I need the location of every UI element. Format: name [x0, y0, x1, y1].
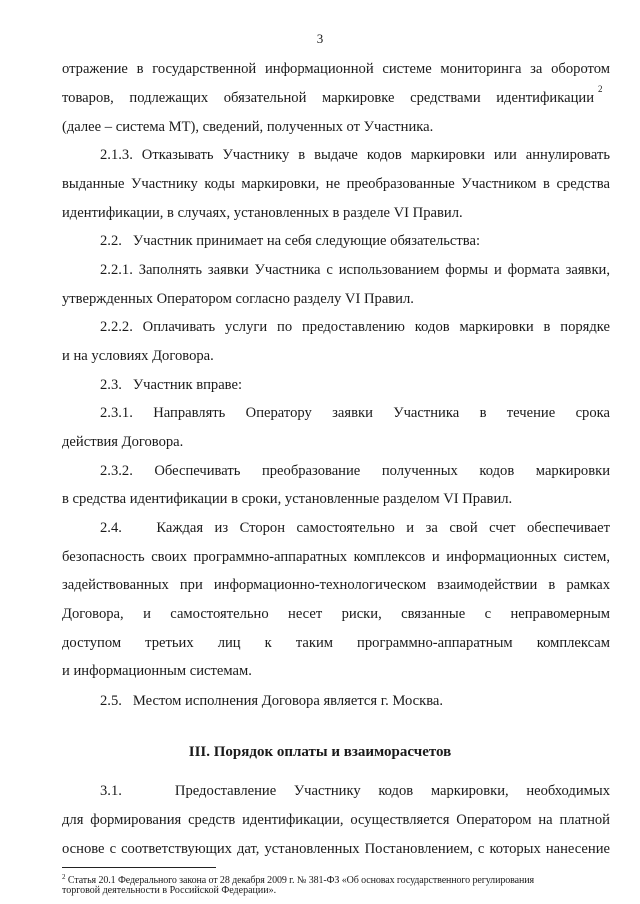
text-line: действия Договора. [62, 434, 184, 450]
footnote-marker: 2 [62, 873, 66, 881]
text-line: основе с соответствующих дат, установленных Постановлением, с которых нанесение [62, 841, 610, 857]
text-line: безопасность своих программно-аппаратных комплексов и информационных систем, [62, 549, 610, 565]
text-line: для формирования средств идентификации, осуществляется Оператором на платной [62, 812, 610, 828]
text-line: 2.3.2. Обеспечивать преобразование полученных кодов маркировки [100, 463, 610, 479]
text-line: 2.2.2. Оплачивать услуги по предоставлению кодов маркировки в порядке [100, 319, 610, 335]
footnote-text: Статья 20.1 Федерального закона от 28 декабря 2009 г. № 381-ФЗ «Об основах государственного регулирования [65, 875, 534, 886]
text-line: Договора, и самостоятельно несет риски, связанные с неправомерным [62, 606, 610, 622]
text-line: в средства идентификации в сроки, установленные разделом VI Правил. [62, 491, 513, 507]
text-line: 2.1.3. Отказывать Участнику в выдаче кодов маркировки или аннулировать [100, 147, 610, 163]
text-line: 2.3. Участник вправе: [100, 377, 243, 393]
text-line: 2.3.1. Направлять Оператору заявки Участника в течение срока [100, 405, 610, 421]
text-line: идентификации, в случаях, установленных в разделе VI Правил. [62, 205, 463, 221]
text-line: товаров, подлежащих обязательной маркировке средствами идентификации [62, 90, 594, 106]
text-line: 2.5. Местом исполнения Договора является г. Москва. [100, 693, 444, 709]
text-line: и информационным системам. [62, 663, 252, 679]
text-line: утвержденных Оператором согласно разделу VI Правил. [62, 291, 414, 307]
text-line: задействованных при информационно-технологическом взаимодействии в рамках [62, 577, 610, 593]
text-line: (далее – система МТ), сведений, полученных от Участника. [62, 119, 434, 135]
text-line: 3.1. Предоставление Участнику кодов маркировки, необходимых [100, 783, 610, 799]
page-number: 3 [316, 31, 324, 46]
footnote-divider [62, 867, 216, 868]
text-line: 2.4. Каждая из Сторон самостоятельно и за свой счет обеспечивает [100, 520, 610, 536]
footnote-reference: 2 [598, 84, 603, 94]
text-line: и на условиях Договора. [62, 348, 214, 364]
text-line: 2.2.1. Заполнять заявки Участника с использованием формы и формата заявки, [100, 262, 610, 278]
footnote-line: торговой деятельности в Российской Федерации». [62, 885, 277, 896]
text-line: доступом третьих лиц к таким программно-аппаратным комплексам [62, 635, 610, 651]
section-heading: III. Порядок оплаты и взаиморасчетов [188, 744, 452, 760]
text-line: выданные Участнику коды маркировки, не преобразованные Участником в средства [62, 176, 610, 192]
footnote-line [62, 871, 610, 884]
text-line: 2.2. Участник принимает на себя следующие обязательства: [100, 233, 480, 249]
text-line: отражение в государственной информационной системе мониторинга за оборотом [62, 61, 610, 77]
